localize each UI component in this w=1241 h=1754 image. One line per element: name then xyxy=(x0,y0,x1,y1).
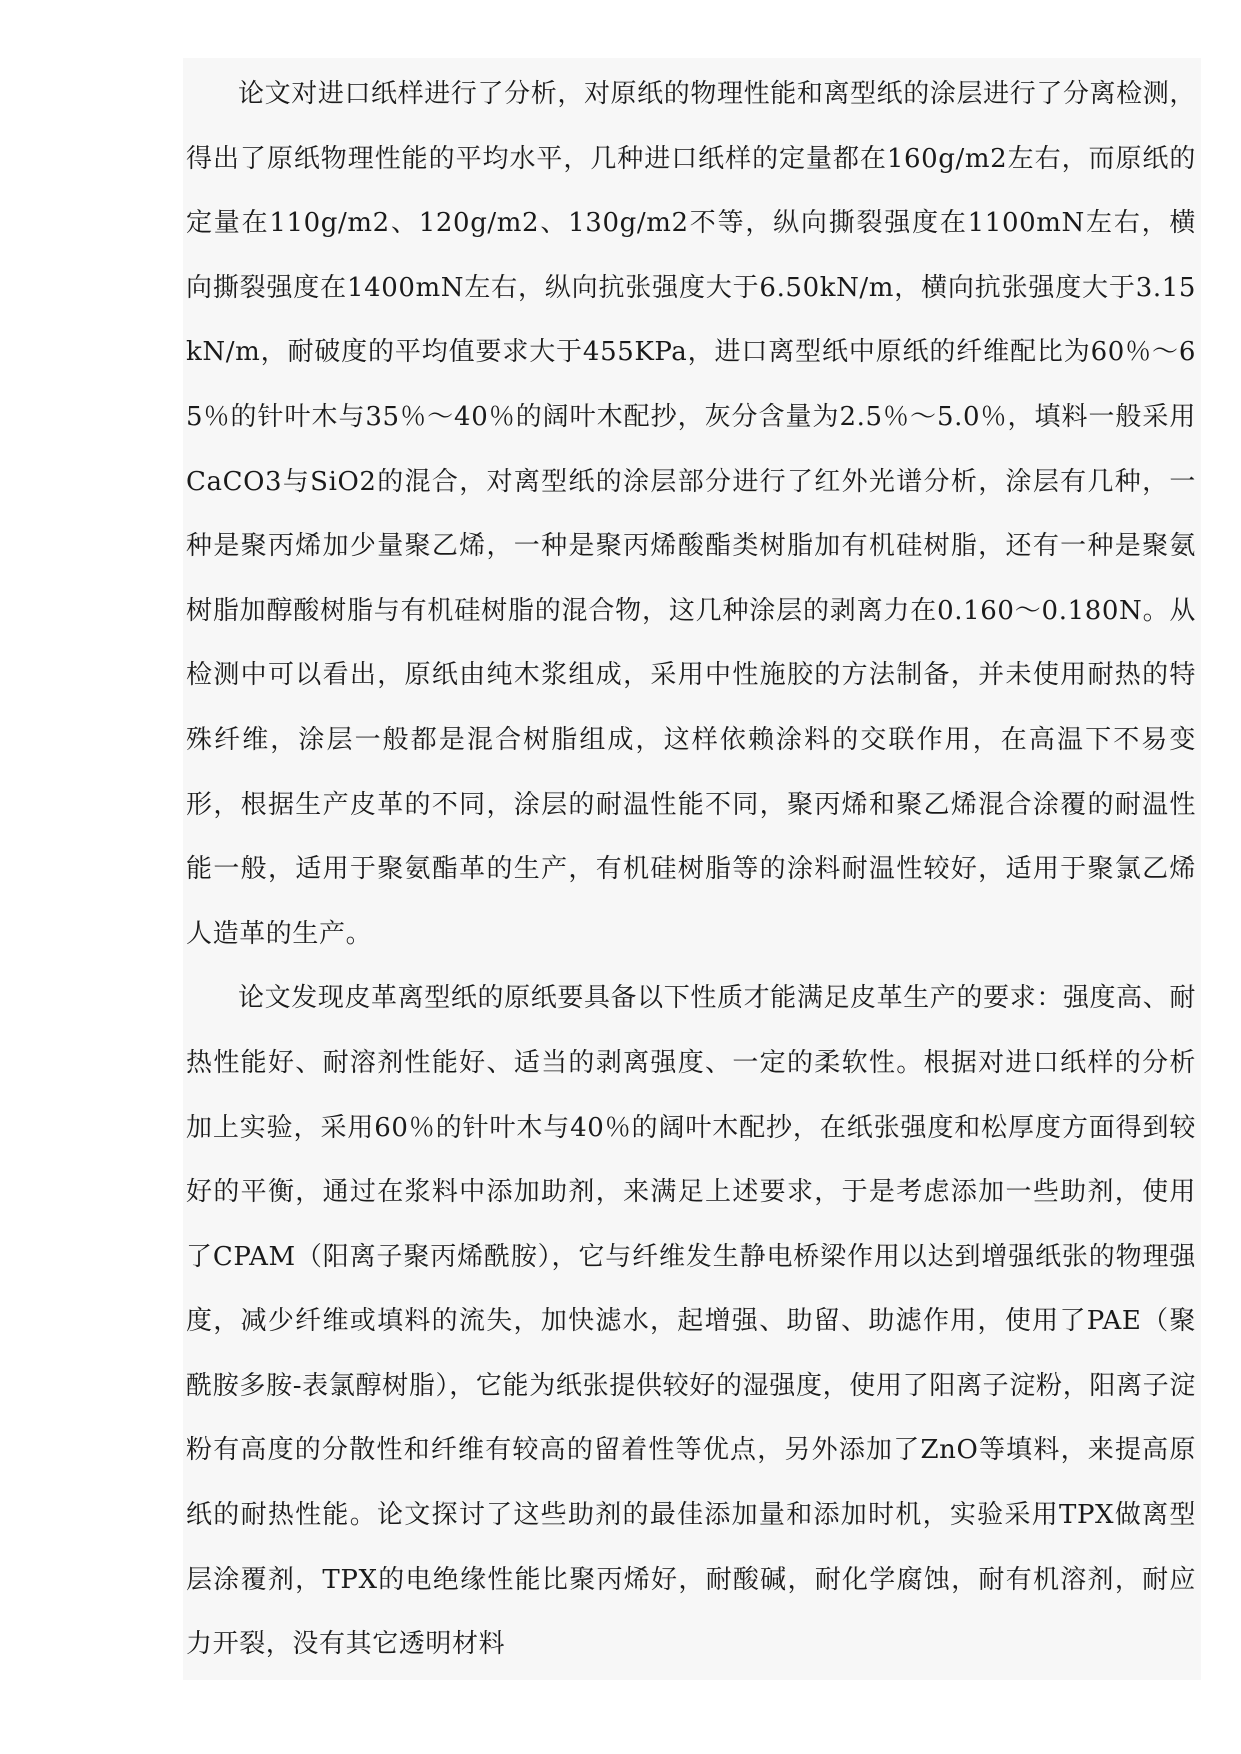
paragraph-1: 论文对进口纸样进行了分析，对原纸的物理性能和离型纸的涂层进行了分离检测，得出了原纸物理性能的平均水平，几种进口纸样的定量都在160g/m2左右，而原纸的定量在110g/m2、120g/m2、130g/m2不等，纵向撕裂强度在1100mN左右，横向撕裂强度在1400mN左右，纵向抗张强度大于6.50kN/m，横向抗张强度大于3.15kN/m，耐破度的平均值要求大于455KPa，进口离型纸中原纸的纤维配比为60％～65％的针叶木与35％～40％的阔叶木配抄，灰分含量为2.5％～5.0％，填料一般采用CaCO3与SiO2的混合，对离型纸的涂层部分进行了红外光谱分析，涂层有几种，一种是聚丙烯加少量聚乙烯，一种是聚丙烯酸酯类树脂加有机硅树脂，还有一种是聚氨树脂加醇酸树脂与有机硅树脂的混合物，这几种涂层的剥离力在0.160～0.180N。从检测中可以看出，原纸由纯木浆组成，采用中性施胶的方法制备，并未使用耐热的特殊纤维，涂层一般都是混合树脂组成，这样依赖涂料的交联作用，在高温下不易变形，根据生产皮革的不同，涂层的耐温性能不同，聚丙烯和聚乙烯混合涂覆的耐温性能一般，适用于聚氨酯革的生产，有机硅树脂等的涂料耐温性较好，适用于聚氯乙烯人造革的生产。 xyxy=(186,79,1196,949)
document-body xyxy=(186,62,1196,1677)
paragraph-2: 论文发现皮革离型纸的原纸要具备以下性质才能满足皮革生产的要求：强度高、耐热性能好、耐溶剂性能好、适当的剥离强度、一定的柔软性。根据对进口纸样的分析加上实验，采用60％的针叶木与40％的阔叶木配抄，在纸张强度和松厚度方面得到较好的平衡，通过在浆料中添加助剂，来满足上述要求，于是考虑添加一些助剂，使用了CPAM（阳离子聚丙烯酰胺），它与纤维发生静电桥梁作用以达到增强纸张的物理强度，减少纤维或填料的流失，加快滤水，起增强、助留、助滤作用，使用了PAE（聚酰胺多胺-表氯醇树脂），它能为纸张提供较好的湿强度，使用了阳离子淀粉，阳离子淀粉有高度的分散性和纤维有较高的留着性等优点，另外添加了ZnO等填料，来提高原纸的耐热性能。论文探讨了这些助剂的最佳添加量和添加时机，实验采用TPX做离型层涂覆剂，TPX的电绝缘性能比聚丙烯好，耐酸碱，耐化学腐蚀，耐有机溶剂，耐应力开裂，没有其它透明材料 xyxy=(186,983,1196,1660)
